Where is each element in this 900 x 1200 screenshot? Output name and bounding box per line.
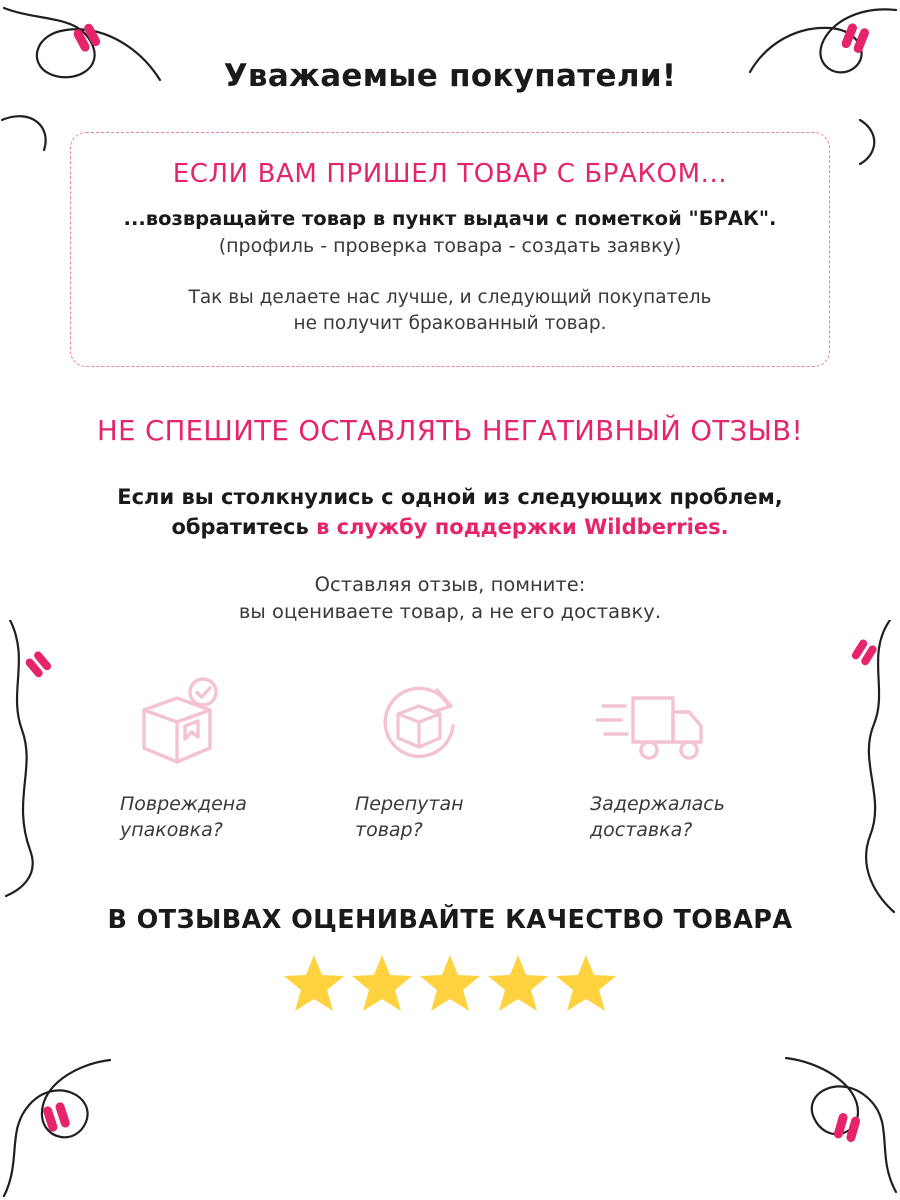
problems-line2 <box>117 513 782 543</box>
delivery-truck-icon <box>590 676 720 776</box>
caption-line2: доставка? <box>590 818 693 841</box>
star-icon <box>419 953 481 1013</box>
support-link-text: в службу поддержки Wildberries. <box>316 514 729 539</box>
problem-caption-wrong-product <box>355 792 464 843</box>
caption-line1: Перепутан <box>355 793 464 816</box>
star-icon <box>351 953 413 1013</box>
star-icon <box>487 953 549 1013</box>
quality-call-to-action: В ОТЗЫВАХ ОЦЕНИВАЙТЕ КАЧЕСТВО ТОВАРА <box>107 905 793 936</box>
defect-info-box <box>70 132 830 367</box>
remember-line1: Оставляя отзыв, помните: <box>314 572 586 596</box>
negative-review-warning: НЕ СПЕШИТЕ ОСТАВЛЯТЬ НЕГАТИВНЫЙ ОТЗЫВ! <box>96 415 804 448</box>
caption-line2: товар? <box>355 818 423 841</box>
problem-caption-damaged-package <box>120 792 247 843</box>
problem-caption-late-delivery <box>590 792 725 843</box>
star-icon <box>555 953 617 1013</box>
problems-instruction <box>117 483 782 543</box>
problem-item-wrong-product <box>355 676 575 843</box>
remember-line2: вы оцениваете товар, а не его доставку. <box>238 600 662 624</box>
damaged-box-icon <box>120 676 250 776</box>
problem-item-damaged-package <box>120 676 340 843</box>
page-title: Уважаемые покупатели! <box>223 58 677 94</box>
problem-item-late-delivery <box>590 676 810 843</box>
star-icon <box>283 953 345 1013</box>
problem-icons-row <box>90 676 810 843</box>
defect-instruction: ...возвращайте товар в пункт выдачи с пометкой "БРАК". <box>123 207 777 230</box>
defect-note-line2: не получит бракованный товар. <box>293 312 607 334</box>
defect-path-hint: (профиль - проверка товара - создать заявку) <box>218 235 682 257</box>
defect-heading: ЕСЛИ ВАМ ПРИШЕЛ ТОВАР С БРАКОМ... <box>172 159 728 189</box>
caption-line1: Повреждена <box>120 793 247 816</box>
caption-line1: Задержалась <box>590 793 725 816</box>
remember-note <box>239 571 661 626</box>
problems-line1: Если вы столкнулись с одной из следующих проблем, <box>117 485 783 510</box>
problems-line2-plain: обратитесь <box>171 514 317 539</box>
defect-note <box>101 285 799 336</box>
star-rating <box>283 953 617 1013</box>
defect-note-line1: Так вы делаете нас лучше, и следующий покупатель <box>188 287 712 308</box>
caption-line2: упаковка? <box>120 818 223 841</box>
wrong-item-refresh-icon <box>355 676 485 776</box>
